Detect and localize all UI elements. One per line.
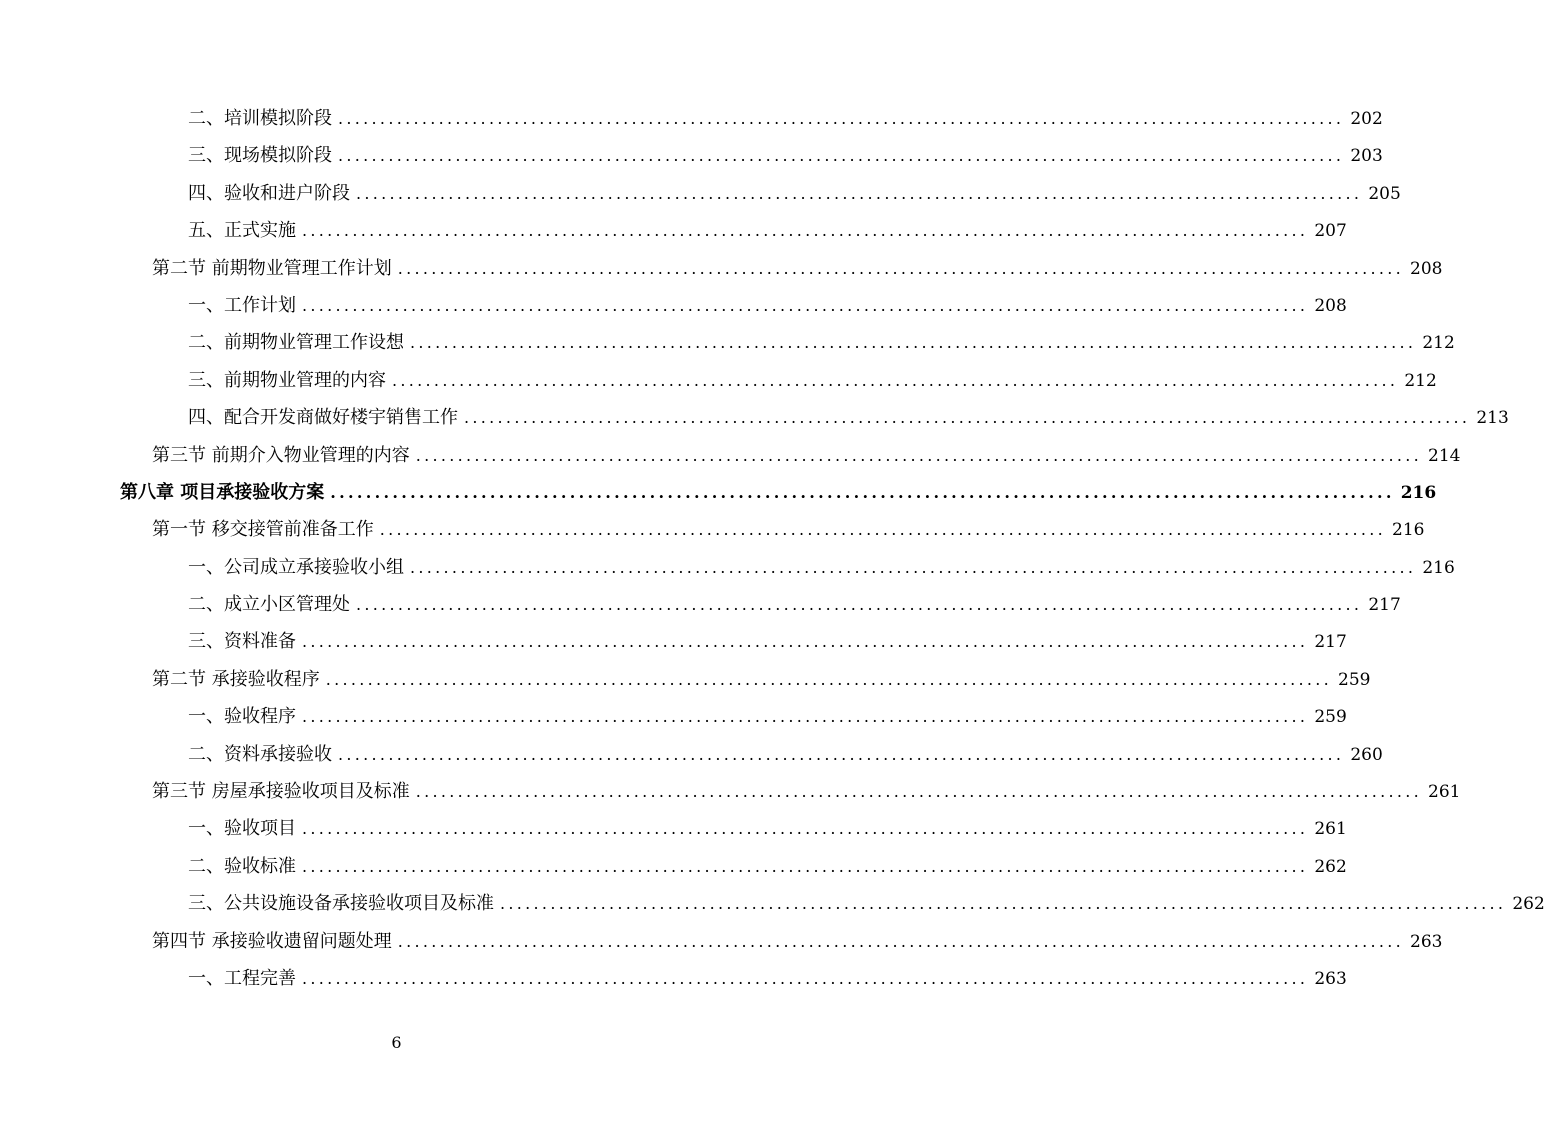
toc-entry-page: 259: [1338, 669, 1371, 690]
toc-dot-leader: ........................................................................................................................: [410, 333, 1417, 353]
toc-dot-leader: ........................................................................................................................: [397, 258, 1405, 278]
toc-entry-title: 第一节 移交接管前准备工作: [152, 519, 374, 541]
toc-entry-item[interactable]: [0, 175, 1401, 212]
toc-entry-item[interactable]: [0, 810, 1347, 847]
toc-entry-item[interactable]: [0, 698, 1347, 735]
toc-entry-page: 263: [1410, 931, 1443, 952]
toc-entry-title: 一、工作计划: [188, 294, 296, 316]
toc-entry-title: 三、公共设施设备承接验收项目及标准: [188, 893, 494, 915]
toc-dot-leader: ........................................................................................................................: [302, 221, 1309, 241]
toc-entry-title: 三、现场模拟阶段: [188, 145, 332, 167]
toc-entry-page: 262: [1512, 894, 1545, 915]
toc-entry-page: 259: [1314, 707, 1347, 728]
toc-dot-leader: ........................................................................................................................: [338, 146, 1345, 166]
toc-entry-title: 第三节 前期介入物业管理的内容: [152, 444, 410, 466]
toc-entry-page: 207: [1314, 221, 1347, 242]
toc-entry-item[interactable]: [0, 848, 1347, 885]
toc-dot-leader: ........................................................................................................................: [392, 370, 1399, 390]
toc-entry-section[interactable]: [0, 661, 1371, 698]
toc-entry-item[interactable]: [0, 736, 1383, 773]
toc-entry-page: 205: [1368, 183, 1401, 204]
toc-entry-title: 二、资料承接验收: [188, 743, 332, 765]
toc-entry-title: 第四节 承接验收遗留问题处理: [152, 930, 392, 952]
toc-entry-page: 216: [1400, 482, 1437, 503]
toc-entry-title: 四、配合开发商做好楼宇销售工作: [188, 407, 458, 429]
toc-entry-title: 二、培训模拟阶段: [188, 108, 332, 129]
toc-entry-page: 202: [1350, 109, 1383, 129]
toc-dot-leader: ........................................................................................................................: [325, 669, 1333, 689]
toc-entry-title: 二、验收标准: [188, 855, 296, 877]
toc-entry-item[interactable]: [0, 212, 1347, 249]
toc-dot-leader: ........................................................................................................................: [356, 183, 1363, 203]
toc-dot-leader: ........................................................................................................................: [338, 744, 1345, 764]
toc-entry-page: 216: [1392, 520, 1425, 541]
table-of-contents: [0, 100, 1545, 997]
toc-entry-item[interactable]: [0, 100, 1383, 137]
toc-entry-section[interactable]: [0, 250, 1443, 287]
toc-entry-item[interactable]: [0, 960, 1347, 997]
toc-entry-title: 五、正式实施: [188, 220, 296, 242]
toc-entry-title: 一、工程完善: [188, 967, 296, 989]
toc-entry-title: 二、成立小区管理处: [188, 594, 350, 616]
toc-entry-page: 262: [1314, 856, 1347, 877]
toc-entry-title: 一、验收项目: [188, 818, 296, 840]
toc-dot-leader: ........................................................................................................................: [302, 856, 1309, 876]
toc-entry-title: 第八章 项目承接验收方案: [120, 481, 325, 503]
toc-entry-page: 214: [1428, 445, 1461, 466]
toc-entry-page: 217: [1368, 595, 1401, 616]
toc-entry-page: 261: [1428, 782, 1461, 803]
toc-entry-section[interactable]: [0, 773, 1461, 810]
toc-entry-page: 213: [1476, 408, 1509, 429]
page-number: 6: [391, 1033, 402, 1052]
toc-entry-item[interactable]: [0, 549, 1455, 586]
toc-entry-section[interactable]: [0, 511, 1425, 548]
toc-entry-title: 四、验收和进户阶段: [188, 182, 350, 204]
toc-entry-item[interactable]: [0, 137, 1383, 174]
toc-entry-page: 208: [1410, 258, 1443, 279]
toc-entry-title: 一、验收程序: [188, 706, 296, 728]
toc-entry-page: 263: [1314, 968, 1347, 989]
toc-entry-title: 第三节 房屋承接验收项目及标准: [152, 781, 410, 803]
toc-entry-item[interactable]: [0, 399, 1509, 436]
toc-dot-leader: ........................................................................................................................: [415, 782, 1423, 802]
toc-entry-item[interactable]: [0, 287, 1347, 324]
toc-entry-title: 第二节 前期物业管理工作计划: [152, 257, 392, 279]
toc-entry-page: 261: [1314, 819, 1347, 840]
toc-entry-item[interactable]: [0, 324, 1455, 361]
toc-dot-leader: ........................................................................................................................: [356, 595, 1363, 615]
toc-entry-title: 三、资料准备: [188, 631, 296, 653]
toc-dot-leader: ........................................................................................................................: [330, 482, 1395, 502]
toc-entry-title: 一、公司成立承接验收小组: [188, 556, 404, 578]
toc-dot-leader: ........................................................................................................................: [302, 295, 1309, 315]
toc-entry-page: 208: [1314, 295, 1347, 316]
toc-entry-item[interactable]: [0, 362, 1437, 399]
toc-dot-leader: ........................................................................................................................: [397, 931, 1405, 951]
toc-dot-leader: ........................................................................................................................: [302, 819, 1309, 839]
toc-dot-leader: ........................................................................................................................: [302, 968, 1309, 988]
toc-entry-title: 第二节 承接验收程序: [152, 668, 320, 690]
toc-dot-leader: ........................................................................................................................: [415, 445, 1423, 465]
toc-dot-leader: ........................................................................................................................: [410, 557, 1417, 577]
toc-entry-page: 217: [1314, 632, 1347, 653]
toc-entry-item[interactable]: [0, 623, 1347, 660]
toc-dot-leader: ........................................................................................................................: [338, 109, 1345, 128]
toc-dot-leader: ........................................................................................................................: [464, 408, 1471, 428]
toc-entry-page: 212: [1404, 370, 1437, 391]
toc-dot-leader: ........................................................................................................................: [500, 894, 1507, 914]
toc-entry-page: 216: [1422, 557, 1455, 578]
toc-entry-title: 三、前期物业管理的内容: [188, 369, 386, 391]
toc-entry-title: 二、前期物业管理工作设想: [188, 332, 404, 354]
toc-entry-page: 212: [1422, 333, 1455, 354]
toc-entry-item[interactable]: [0, 885, 1545, 922]
toc-entry-section[interactable]: [0, 923, 1443, 960]
toc-entry-chapter[interactable]: [0, 474, 1437, 511]
toc-dot-leader: ........................................................................................................................: [302, 632, 1309, 652]
toc-dot-leader: ........................................................................................................................: [379, 520, 1387, 540]
toc-entry-page: 203: [1350, 146, 1383, 167]
toc-entry-page: 260: [1350, 744, 1383, 765]
toc-entry-section[interactable]: [0, 437, 1461, 474]
toc-dot-leader: ........................................................................................................................: [302, 707, 1309, 727]
toc-entry-item[interactable]: [0, 586, 1401, 623]
